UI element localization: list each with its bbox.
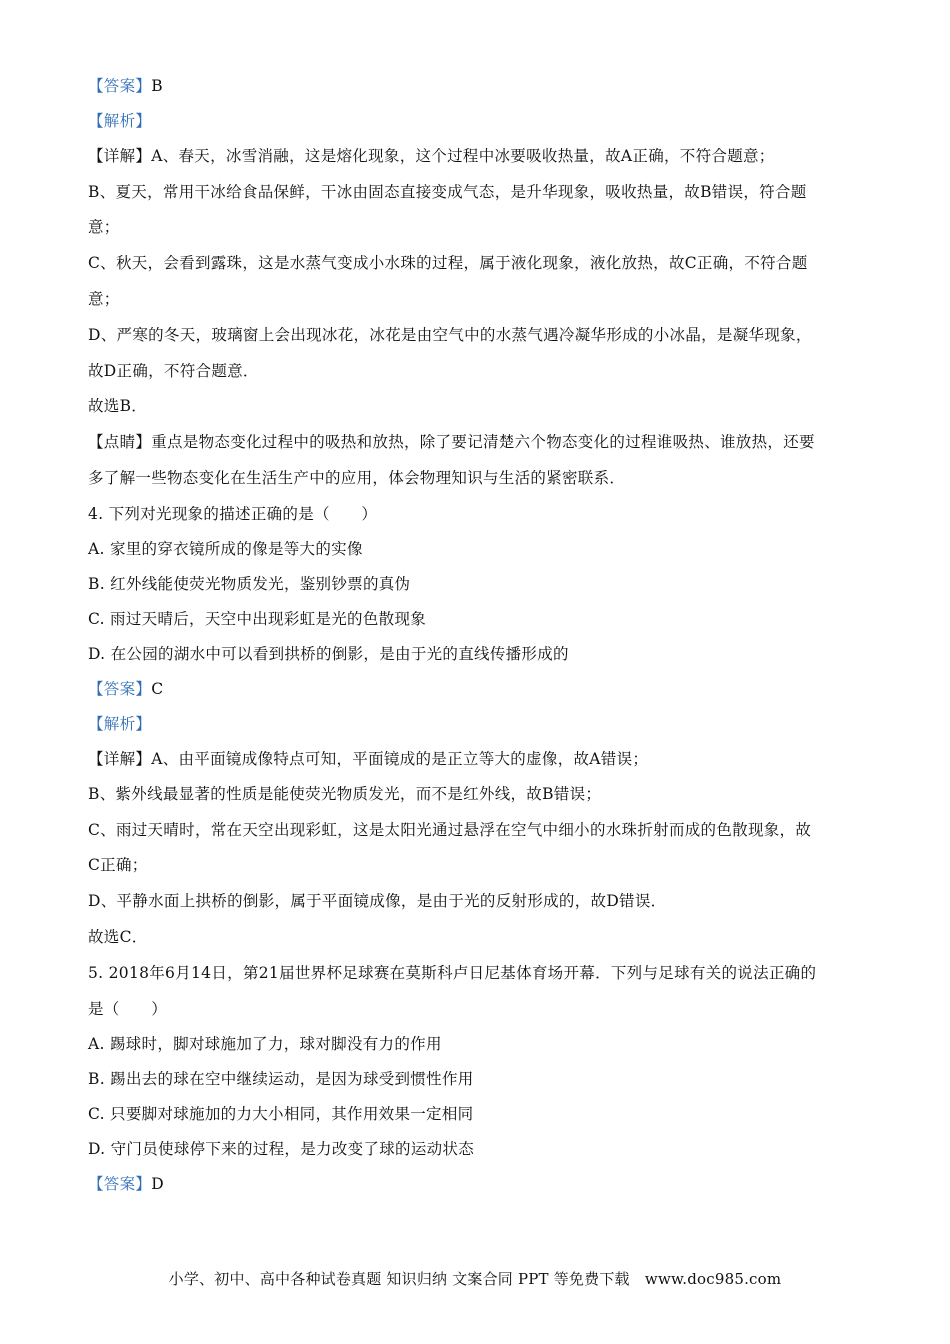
answer-value: B	[151, 77, 163, 95]
detail-line-d1: D、严寒的冬天，玻璃窗上会出现冰花，冰花是由空气中的水蒸气遇冷凝华形成的小冰晶，是凝华现象，	[88, 326, 812, 344]
option-c-q4: C. 雨过天晴后，天空中出现彩虹是光的色散现象	[88, 610, 427, 628]
question-stem-q5-line1: 5. 2018年6月14日，第21届世界杯足球赛在莫斯科卢日尼基体育场开幕．下列与足球有关的说法正确的	[88, 964, 817, 982]
detail-line-b2: 意；	[88, 218, 120, 236]
comment-line-1	[88, 432, 815, 452]
answer-tag: 【答案】	[88, 77, 152, 95]
analysis-tag: 【解析】	[88, 715, 152, 733]
question-stem-q4: 4. 下列对光现象的描述正确的是（ ）	[88, 505, 378, 523]
analysis-tag-line	[88, 714, 151, 734]
page-footer: 小学、初中、高中各种试卷真题 知识归纳 文案合同 PPT 等免费下载 www.doc985.com	[168, 1270, 782, 1288]
option-a-q5: A. 踢球时，脚对球施加了力，球对脚没有力的作用	[88, 1035, 442, 1053]
choose-line: 故选B．	[88, 397, 148, 415]
choose-line: 故选C．	[88, 928, 148, 946]
detail-text: A、由平面镜成像特点可知，平面镜成的是正立等大的虚像，故A错误；	[151, 750, 649, 768]
option-d-q4: D. 在公园的湖水中可以看到拱桥的倒影，是由于光的直线传播形成的	[88, 645, 569, 663]
detail-line-d: D、平静水面上拱桥的倒影，属于平面镜成像，是由于光的反射形成的，故D错误．	[88, 892, 667, 910]
option-b-q5: B. 踢出去的球在空中继续运动，是因为球受到惯性作用	[88, 1070, 474, 1088]
option-d-q5: D. 守门员使球停下来的过程，是力改变了球的运动状态	[88, 1140, 475, 1158]
analysis-tag-line	[88, 111, 151, 131]
detail-line-c1: C、雨过天晴时，常在天空出现彩虹，这是太阳光通过悬浮在空气中细小的水珠折射而成的色散现象，故	[88, 821, 812, 839]
answer-tag: 【答案】	[88, 1175, 152, 1193]
detail-line-c2: C正确；	[88, 856, 148, 874]
detail-line-c1: C、秋天，会看到露珠，这是水蒸气变成小水珠的过程，属于液化现象，液化放热，故C正确，不符合题	[88, 254, 808, 272]
detail-text: A、春天，冰雪消融，这是熔化现象，这个过程中冰要吸收热量，故A正确，不符合题意；	[151, 147, 775, 165]
option-b-q4: B. 红外线能使荧光物质发光，鉴别钞票的真伪	[88, 575, 411, 593]
comment-line-2: 多了解一些物态变化在生活生产中的应用，体会物理知识与生活的紧密联系．	[88, 469, 626, 487]
answer-line-q5	[88, 1174, 164, 1194]
detail-tag: 【详解】	[88, 147, 152, 165]
answer-tag: 【答案】	[88, 680, 152, 698]
detail-line-a	[88, 749, 648, 769]
option-a-q4: A. 家里的穿衣镜所成的像是等大的实像	[88, 540, 363, 558]
detail-tag: 【详解】	[88, 750, 152, 768]
detail-line-b1: B、夏天，常用干冰给食品保鲜，干冰由固态直接变成气态，是升华现象，吸收热量，故B错误，符合题	[88, 183, 807, 201]
detail-line-b: B、紫外线最显著的性质是能使荧光物质发光，而不是红外线，故B错误；	[88, 785, 602, 803]
analysis-tag: 【解析】	[88, 112, 152, 130]
comment-tag: 【点睛】	[88, 433, 152, 451]
question-stem-q5-line2: 是（ ）	[88, 1000, 168, 1018]
answer-line-q4	[88, 679, 163, 699]
answer-value: C	[151, 680, 164, 698]
answer-line-q3	[88, 76, 163, 96]
comment-text: 重点是物态变化过程中的吸热和放热，除了要记清楚六个物态变化的过程谁吸热、谁放热，还要	[151, 433, 815, 451]
option-c-q5: C. 只要脚对球施加的力大小相同，其作用效果一定相同	[88, 1105, 474, 1123]
detail-line-a	[88, 146, 775, 166]
detail-line-c2: 意；	[88, 290, 120, 308]
detail-line-d2: 故D正确，不符合题意．	[88, 362, 259, 380]
answer-value: D	[151, 1175, 164, 1193]
